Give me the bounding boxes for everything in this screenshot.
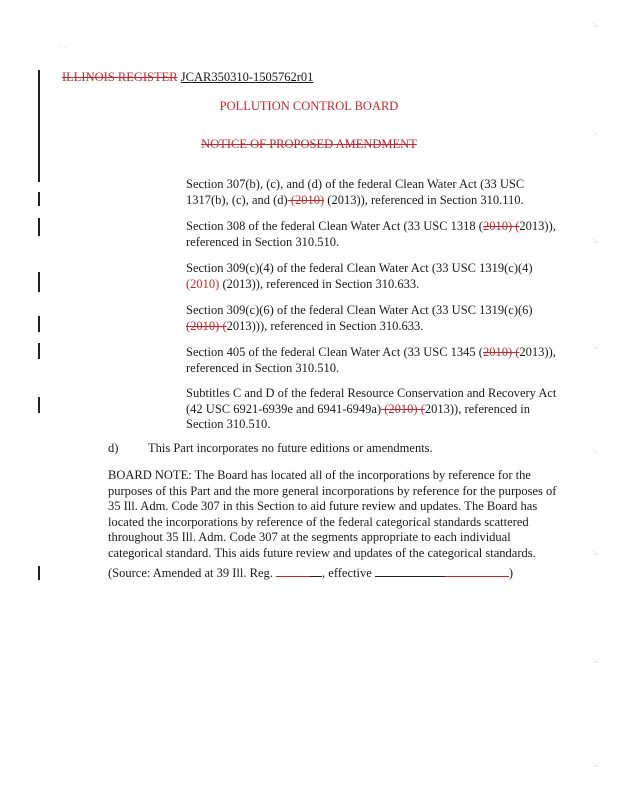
scan-speck: ·,. <box>592 548 599 556</box>
register-header <box>62 70 313 85</box>
board-note: BOARD NOTE: The Board has located all of the incorporations by reference for the purposes of this Part and the more general incorporations by reference for the purposes of 35 Ill. Adm. Code 307 in this Section to aid future review and updates. The Board has located the incorporations by reference of the federal categorical standards scattered throughout 35 Ill. Adm. Code 307 at the segments appropriate to each individual categorical standard. This aids future review and updates of the categorical standards. <box>108 468 557 560</box>
scan-speck: ·,. <box>592 656 599 664</box>
section-entry: Section 307(b), (c), and (d) of the federal Clean Water Act (33 USC 1317(b), (c), and (d) (2010) (2013)), referenced in Section 310.110. <box>186 177 525 207</box>
change-bar <box>38 566 40 580</box>
scan-speck: ·,. <box>592 760 599 768</box>
scan-speck: ·,. <box>592 236 599 244</box>
item-d-text: This Part incorporates no future editions or amendments. <box>148 441 433 455</box>
change-bar <box>38 397 40 413</box>
section-entry: Section 308 of the federal Clean Water Act (33 USC 1318 (2010) (2013)), referenced in Section 310.510. <box>186 219 556 249</box>
scan-speck: ·,. <box>592 342 599 350</box>
effective-blank <box>375 566 445 577</box>
effective-blank-red <box>445 566 509 577</box>
register-name: ILLINOIS REGISTER <box>62 70 178 84</box>
change-bar <box>38 192 40 206</box>
change-bar <box>38 316 40 332</box>
notice-title: NOTICE OF PROPOSED AMENDMENT <box>201 137 417 151</box>
reg-blank-end <box>310 566 322 577</box>
scan-speck: ·, <box>592 128 597 136</box>
change-bar <box>38 70 40 182</box>
scan-speck: ·,. <box>592 20 599 28</box>
change-bar <box>38 343 40 359</box>
change-bar <box>38 272 40 292</box>
scan-speck: · · <box>60 44 67 52</box>
section-entry: Subtitles C and D of the federal Resource Conservation and Recovery Act (42 USC 6921-6939e and 6941-6949a) (2010) (2013)), referenced in Section 310.510. <box>186 386 557 431</box>
scan-speck: ·, <box>592 446 597 454</box>
change-bar <box>38 218 40 236</box>
jcar-code: JCAR350310-1505762r01 <box>180 70 314 84</box>
section-entry: Section 309(c)(6) of the federal Clean Water Act (33 USC 1319(c)(6) (2010) (2013))), referenced in Section 310.633. <box>186 303 533 333</box>
source-line: (Source: Amended at 39 Ill. Reg. , effective ) <box>108 566 514 580</box>
item-d-label: d) <box>108 441 119 455</box>
board-title: POLLUTION CONTROL BOARD <box>219 99 399 113</box>
reg-blank <box>276 566 310 577</box>
section-entry: Section 309(c)(4) of the federal Clean Water Act (33 USC 1319(c)(4) (2010) (2013)), referenced in Section 310.633. <box>186 261 533 291</box>
section-entry: Section 405 of the federal Clean Water Act (33 USC 1345 (2010) (2013)), referenced in Section 310.510. <box>186 345 556 375</box>
